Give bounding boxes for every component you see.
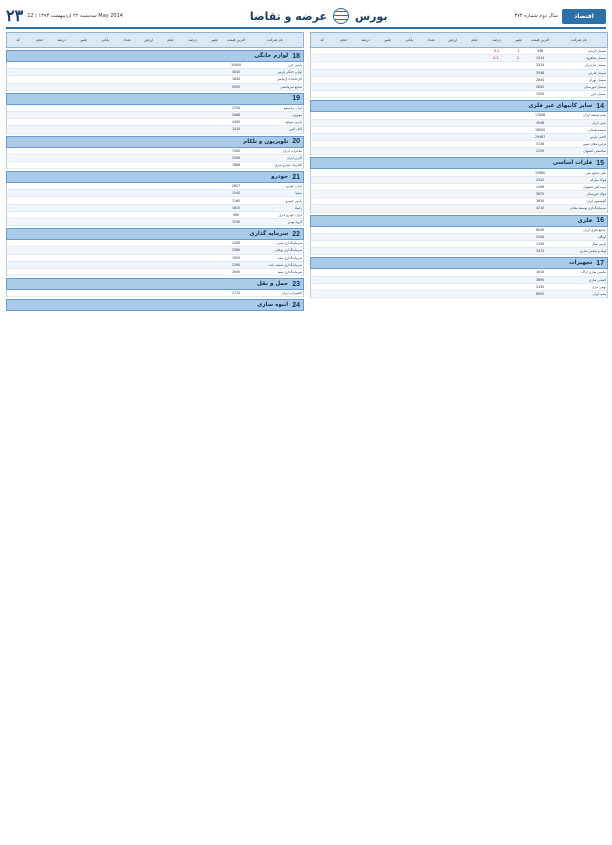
company-name: سیمان کرمان (587, 49, 606, 54)
right-column-table (310, 32, 608, 839)
column-header: پایانی (405, 38, 414, 42)
table-cell: 1950 (536, 92, 545, 97)
company-name: الکتریک خودرو شرق (274, 162, 302, 167)
sector-heading (310, 100, 608, 112)
table-row (7, 62, 303, 69)
masthead-left (6, 6, 123, 26)
sector-heading (310, 215, 608, 227)
company-name: زامیاد (294, 205, 302, 210)
sector-heading (6, 93, 304, 105)
table-cell: 1840 (232, 77, 241, 82)
table-row (7, 183, 303, 190)
table-cell: 1456 (536, 184, 545, 189)
sector-heading (6, 50, 304, 62)
table-cell: 7400 (232, 148, 241, 153)
table-row (311, 148, 607, 155)
table-cell: 2209 (536, 149, 545, 154)
table-cell: 1712 (232, 291, 241, 296)
company-name: ایران ترانسفو (283, 105, 302, 110)
column-header: ارزش (144, 38, 154, 42)
column-header: ارزش (448, 38, 458, 42)
table-row (7, 162, 303, 169)
company-name: کمباین سازی (588, 277, 606, 282)
company-name: ماشین سازی اراک (581, 270, 606, 275)
table-row (311, 62, 607, 69)
table-row (7, 155, 303, 162)
company-name: پمپ ایران (592, 291, 606, 296)
company-name: لوازم خانگی پارس (277, 70, 302, 75)
column-header: درصد (492, 38, 501, 42)
sector-name: انبوه سازی (257, 302, 289, 309)
table-cell: 2844 (536, 77, 545, 82)
table-row (311, 248, 607, 255)
company-name: سرمایه‌گذاری توسعه معادن (569, 206, 606, 211)
sector-rows (310, 169, 608, 212)
table-row (311, 234, 607, 241)
table-row (7, 119, 303, 126)
sector-number: 20 (292, 138, 300, 145)
table-row (311, 284, 607, 291)
table-row (7, 219, 303, 226)
company-name: ایران خودرو دیزل (278, 212, 302, 217)
table-row (7, 290, 303, 297)
table-cell: 960 (233, 212, 240, 217)
sector-rows (6, 62, 304, 91)
table-cell: 3470 (536, 249, 545, 254)
table-row (311, 277, 607, 284)
table-header-row (310, 32, 608, 48)
sector-heading (6, 278, 304, 290)
table-row (311, 84, 607, 91)
column-header: تعداد (123, 38, 131, 42)
column-header: حجم (36, 38, 44, 42)
column-header: تغییر (79, 38, 87, 42)
sector-rows (310, 48, 608, 98)
company-name: ملی صنایع مس (585, 170, 606, 175)
table-cell: -2 (516, 56, 520, 61)
company-name: سیمان مازندران (584, 63, 606, 68)
column-header: حجم (167, 38, 175, 42)
company-name: سرمایه‌گذاری غدیر (277, 241, 302, 246)
table-cell: 1290 (232, 220, 241, 225)
table-cell: 1 (517, 49, 520, 54)
company-name: فولاد مبارکه (590, 177, 606, 182)
table-cell: 2430 (536, 284, 545, 289)
sector-number: 21 (292, 173, 300, 181)
sector-name: سرمایه گذاری (249, 231, 289, 238)
company-name: سرمایه‌گذاری بوعلی (275, 248, 302, 253)
sector-rows (6, 105, 304, 134)
column-header: کد (16, 38, 20, 42)
table-cell: 2542 (536, 177, 545, 182)
company-name: پارس خودرو (285, 198, 302, 203)
company-name: کارخانجات آزمایش (277, 77, 302, 82)
masthead-right (514, 9, 606, 24)
table-cell: 6900 (536, 291, 545, 296)
table-row (311, 205, 607, 212)
table-row (7, 84, 303, 91)
left-column-table (6, 32, 304, 839)
sector-rows (6, 290, 304, 297)
sector-rows (310, 227, 608, 256)
table-row (311, 134, 607, 141)
table-cell: 1610 (536, 270, 545, 275)
column-header: آخرین قیمت (530, 38, 550, 42)
column-header: تغییر (514, 38, 522, 42)
table-cell: 1014 (536, 56, 545, 61)
table-cell: 18000 (535, 127, 546, 132)
company-name: شیشه همدان (588, 127, 606, 132)
column-header: کد (320, 38, 324, 42)
table-row (311, 184, 607, 191)
column-header: پایانی (101, 38, 110, 42)
table-cell: 1640 (232, 270, 241, 275)
column-header: تعداد (427, 38, 435, 42)
sector-name: سایر کانیهای غیر فلزی (528, 103, 593, 110)
sector-name: لوازم خانگی (254, 53, 289, 59)
table-row (311, 177, 607, 184)
table-row (311, 48, 607, 55)
table-row (7, 197, 303, 204)
column-header: تغییر (383, 38, 391, 42)
table-cell: 1190 (536, 242, 545, 247)
sector-rows (6, 183, 304, 226)
column-header: درصد (361, 38, 370, 42)
table-cell: 2500 (232, 155, 241, 160)
sector-number: 16 (596, 217, 604, 225)
company-name: فولاد خوزستان (586, 192, 606, 197)
masthead (6, 5, 606, 29)
newspaper-logo: اقتصاد (562, 9, 606, 24)
table-cell: 2260 (232, 262, 241, 267)
table-cell: 1886 (232, 162, 241, 167)
table-cell: 8040 (536, 227, 545, 232)
sector-number: 18 (292, 52, 300, 60)
column-header: آخرین قیمت (226, 38, 246, 42)
table-cell: 5000 (232, 84, 241, 89)
sector-number: 15 (596, 159, 604, 167)
table-row (311, 169, 607, 176)
table-row (7, 269, 303, 276)
company-name: کاشی پارس (589, 134, 606, 139)
date-line: سه‌شنبه ۲۲ اردیبهشت ۱۳۹۳ | 12 May 2014 (27, 13, 123, 19)
company-name: پارس سوئیچ (285, 120, 302, 125)
table-cell: 3040 (232, 70, 241, 75)
company-name: پارس متال (591, 242, 606, 247)
sector-heading (310, 257, 608, 269)
table-row (311, 77, 607, 84)
sector-number: 14 (596, 102, 604, 110)
company-name: گروه بهمن (287, 220, 302, 225)
table-row (311, 70, 607, 77)
company-name: مخابرات ایران (282, 148, 302, 153)
sector-rows (310, 112, 608, 155)
company-name: بهمن دیزل (591, 284, 606, 289)
table-cell: 4210 (536, 206, 545, 211)
sector-heading (6, 136, 304, 148)
table-row (7, 240, 303, 247)
company-name: آلومینیوم ایران (586, 199, 606, 204)
company-name: لوله و ماشین سازی (579, 249, 606, 254)
company-name: سرمایه‌گذاری ملت (277, 255, 302, 260)
company-name: صنایع فلزی ایران (583, 227, 606, 232)
table-cell: 1400 (232, 241, 241, 246)
table-cell: 19980 (535, 170, 546, 175)
company-name: سیمان خزر (590, 92, 606, 97)
company-name: سیمان شاهرود (586, 56, 606, 61)
table-row (7, 247, 303, 254)
table-cell: 3158 (536, 142, 545, 147)
sector-heading (310, 157, 608, 169)
table-row (7, 148, 303, 155)
table-cell: 10000 (231, 63, 242, 68)
table-cell: 2534 (536, 63, 545, 68)
table-row (311, 127, 607, 134)
sector-heading (6, 299, 304, 311)
table-cell: 4400 (232, 120, 241, 125)
company-name: ذوب آهن اصفهان (583, 184, 606, 189)
company-name: موتوژن (292, 113, 302, 118)
company-name: ایران خودرو (286, 184, 302, 189)
company-name: سایپا (295, 191, 302, 196)
table-row (7, 190, 303, 197)
table-header-row (6, 32, 304, 48)
column-header: درصد (188, 38, 197, 42)
company-name: کشتیرانی ایران (281, 291, 302, 296)
company-name: سیمان خوزستان (584, 85, 606, 90)
table-row (311, 141, 607, 148)
table-cell: 2540 (536, 234, 545, 239)
company-name: کابل البرز (289, 127, 302, 132)
table-row (311, 120, 607, 127)
table-cell: 0.1 (493, 49, 499, 54)
table-row (7, 262, 303, 269)
table-cell: 3890 (536, 277, 545, 282)
company-name: سرمایه‌گذاری سپه (277, 270, 302, 275)
table-cell: 2650 (536, 85, 545, 90)
table-row (311, 91, 607, 98)
table-cell: 3046 (536, 120, 545, 125)
sector-number: 24 (292, 301, 300, 309)
table-cell: 2627 (232, 184, 241, 189)
table-cell: 1410 (232, 127, 241, 132)
table-row (7, 255, 303, 262)
sector-name: فلزات اساسی (552, 160, 593, 167)
table-cell: 1160 (232, 198, 241, 203)
sector-rows (310, 269, 608, 298)
company-name: سیمان فارس (588, 70, 606, 75)
table-row (311, 55, 607, 62)
company-name: آونگان (597, 234, 606, 239)
table-cell: 948 (537, 49, 544, 54)
column-header: درصد (57, 38, 66, 42)
sector-name: تجهیزات (569, 260, 593, 267)
company-name: پشم شیشه ایران (583, 113, 606, 118)
company-name: پارس خزر (288, 63, 302, 68)
sector-heading (6, 228, 304, 240)
page-number: ۲۳ (6, 8, 24, 25)
table-cell: 2700 (232, 105, 241, 110)
table-row (7, 69, 303, 76)
table-cell: 3468 (232, 113, 241, 118)
table-cell: 1820 (232, 205, 241, 210)
column-header: حجم (340, 38, 348, 42)
table-row (311, 227, 607, 234)
sector-number: 23 (292, 280, 300, 288)
table-row (7, 112, 303, 119)
table-cell: -0.2 (493, 56, 500, 61)
table-cell: 1950 (232, 255, 241, 260)
sector-number: 17 (596, 259, 604, 267)
table-row (311, 198, 607, 205)
table-row (7, 126, 303, 133)
column-header: حجم (471, 38, 479, 42)
table-row (311, 241, 607, 248)
company-name: چینی ایران (591, 120, 606, 125)
sector-name: تلویزیون و تلکام (243, 138, 289, 145)
company-name: سیمان تهران (588, 77, 606, 82)
column-header: نام شرکت (267, 38, 283, 42)
table-row (7, 76, 303, 83)
sector-name: فلزی (577, 217, 593, 224)
section-label: بورس (354, 9, 388, 23)
table-row (311, 191, 607, 198)
table-cell: 3630 (536, 199, 545, 204)
table-row (7, 212, 303, 219)
table-row (311, 269, 607, 276)
table-cell: 5870 (536, 192, 545, 197)
table-row (311, 112, 607, 119)
table-cell: 1540 (232, 191, 241, 196)
company-name: کارتن ایران (286, 155, 302, 160)
table-row (311, 291, 607, 298)
sector-name: حمل و نقل (256, 281, 289, 288)
table-row (7, 205, 303, 212)
masthead-center (250, 8, 388, 24)
sector-rows (6, 240, 304, 276)
issue-line: سال دوم شماره ۳۷۳ (514, 13, 558, 19)
column-header: نام شرکت (571, 38, 587, 42)
sector-number: 22 (292, 230, 300, 238)
column-header: تغییر (210, 38, 218, 42)
sector-name: خودرو (271, 174, 289, 181)
globe-icon (333, 8, 349, 24)
sector-number: 19 (292, 95, 300, 103)
company-name: صنایع سرمایشی (280, 84, 302, 89)
company-name: فراورده‌های نسوز (582, 142, 606, 147)
sector-rows (6, 148, 304, 170)
sector-heading (6, 171, 304, 183)
table-cell: 17848 (535, 113, 546, 118)
company-name: سرمایه‌گذاری صنعت نفت (268, 262, 302, 267)
section-title: عرضه و تقاضا (249, 9, 327, 23)
table-cell: 29467 (535, 134, 546, 139)
company-name: ساختمان اصفهان (583, 149, 606, 154)
table-cell: 2560 (232, 248, 241, 253)
table-cell: 3548 (536, 70, 545, 75)
table-row (7, 105, 303, 112)
